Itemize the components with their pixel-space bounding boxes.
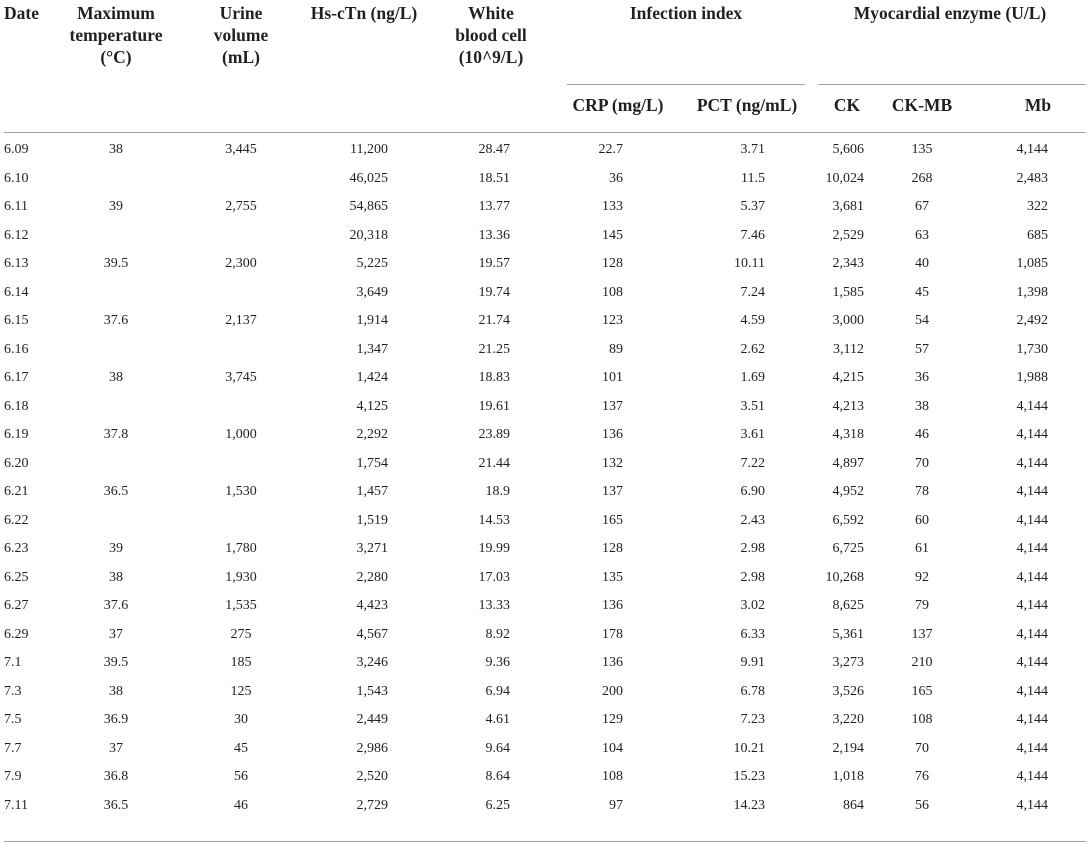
cell-mb: 4,144 <box>1016 569 1048 585</box>
cell-crp: 137 <box>602 484 623 499</box>
cell-white-blood-cell: 18.9 <box>485 484 510 499</box>
cell-date: 6.13 <box>4 256 29 271</box>
cell-max-temp: 37.6 <box>103 598 129 613</box>
cell-urine-volume: 2,300 <box>225 256 257 271</box>
cell-date: 6.22 <box>4 512 29 528</box>
cell-hs-ctn: 1,457 <box>356 484 388 499</box>
header-urine-volume <box>214 2 268 68</box>
cell-pct: 10.11 <box>734 256 765 271</box>
cell-mb: 4,144 <box>1016 626 1048 642</box>
cell-max-temp: 36.5 <box>103 484 129 499</box>
cell-ck-mb: 70 <box>915 455 929 471</box>
cell-ck-mb: 56 <box>915 797 929 813</box>
header-max-temp <box>70 2 163 68</box>
cell-ck-mb: 40 <box>915 256 929 271</box>
cell-crp: 128 <box>602 256 623 271</box>
cell-mb: 685 <box>1027 227 1048 243</box>
cell-pct: 11.5 <box>741 170 765 186</box>
cell-mb: 4,144 <box>1016 484 1048 499</box>
cell-crp: 108 <box>602 769 623 784</box>
cell-mb: 4,144 <box>1016 398 1048 414</box>
header-date: Date <box>4 3 39 23</box>
cell-urine-volume: 275 <box>230 626 252 642</box>
cell-date: 6.10 <box>4 170 29 186</box>
header-max-temp-line3: (°C) <box>100 47 132 67</box>
cell-ck: 1,018 <box>832 769 864 784</box>
cell-crp: 132 <box>602 455 623 471</box>
cell-pct: 6.78 <box>740 683 765 699</box>
infection-index-rule <box>567 84 805 85</box>
cell-ck-mb: 38 <box>915 398 929 414</box>
cell-hs-ctn: 3,246 <box>356 655 388 670</box>
cell-urine-volume: 45 <box>234 740 248 756</box>
header-pct: PCT (ng/mL) <box>696 95 798 115</box>
cell-crp: 136 <box>602 427 623 442</box>
cell-ck: 2,343 <box>832 256 864 271</box>
cell-hs-ctn: 11,200 <box>350 142 388 157</box>
cell-max-temp: 37.6 <box>103 313 129 328</box>
cell-ck-mb: 268 <box>911 170 933 186</box>
cell-max-temp: 36.5 <box>103 797 129 813</box>
cell-hs-ctn: 2,520 <box>356 769 388 784</box>
cell-crp: 129 <box>602 712 623 727</box>
cell-hs-ctn: 5,225 <box>356 256 388 271</box>
header-white-blood-cell <box>455 2 526 68</box>
myocardial-enzyme-rule <box>818 84 1086 85</box>
header-wbc-line2: blood cell <box>455 25 527 45</box>
cell-max-temp: 38 <box>109 569 123 585</box>
cell-hs-ctn: 1,519 <box>356 512 388 528</box>
cell-crp: 123 <box>602 313 623 328</box>
header-urine-line1: Urine <box>219 3 263 23</box>
cell-mb: 4,144 <box>1016 541 1048 556</box>
cell-date: 7.5 <box>4 712 22 727</box>
cell-crp: 104 <box>602 740 623 756</box>
cell-white-blood-cell: 8.64 <box>485 769 510 784</box>
cell-date: 6.29 <box>4 626 29 642</box>
cell-urine-volume: 46 <box>234 797 248 813</box>
cell-crp: 128 <box>602 541 623 556</box>
cell-pct: 4.59 <box>740 313 765 328</box>
cell-white-blood-cell: 21.44 <box>478 455 510 471</box>
cell-ck: 2,529 <box>832 227 864 243</box>
cell-date: 7.9 <box>4 769 22 784</box>
cell-white-blood-cell: 8.92 <box>485 626 510 642</box>
cell-mb: 4,144 <box>1016 712 1048 727</box>
cell-max-temp: 39 <box>109 541 123 556</box>
cell-date: 6.20 <box>4 455 29 471</box>
cell-pct: 2.98 <box>740 569 765 585</box>
cell-mb: 4,144 <box>1016 740 1048 756</box>
cell-crp: 136 <box>602 655 623 670</box>
cell-ck: 3,681 <box>832 199 864 214</box>
header-urine-line3: (mL) <box>222 47 260 67</box>
cell-hs-ctn: 1,543 <box>356 683 388 699</box>
cell-white-blood-cell: 18.83 <box>478 370 510 385</box>
cell-pct: 3.71 <box>740 142 765 157</box>
cell-date: 6.14 <box>4 284 29 300</box>
cell-mb: 2,492 <box>1016 313 1048 328</box>
cell-white-blood-cell: 21.74 <box>478 313 510 328</box>
cell-ck: 6,592 <box>832 512 864 528</box>
header-urine-line2: volume <box>213 25 269 45</box>
cell-crp: 133 <box>602 199 623 214</box>
cell-max-temp: 39.5 <box>103 256 129 271</box>
cell-white-blood-cell: 4.61 <box>485 712 510 727</box>
cell-crp: 135 <box>602 569 623 585</box>
header-myocardial-enzyme: Myocardial enzyme (U/L) <box>853 3 1047 23</box>
cell-date: 6.12 <box>4 227 29 243</box>
cell-date: 6.09 <box>4 142 29 157</box>
cell-pct: 2.62 <box>740 341 765 357</box>
cell-max-temp: 39 <box>109 199 123 214</box>
cell-ck-mb: 54 <box>915 313 929 328</box>
header-mb: Mb <box>1024 95 1052 115</box>
cell-pct: 9.91 <box>740 655 765 670</box>
cell-crp: 178 <box>602 626 623 642</box>
cell-pct: 10.21 <box>733 740 765 756</box>
cell-crp: 165 <box>602 512 623 528</box>
cell-ck: 4,897 <box>832 455 864 471</box>
cell-mb: 4,144 <box>1016 512 1048 528</box>
cell-mb: 2,483 <box>1016 170 1048 186</box>
cell-white-blood-cell: 21.25 <box>478 341 510 357</box>
cell-ck-mb: 46 <box>915 427 929 442</box>
cell-pct: 15.23 <box>733 769 765 784</box>
cell-white-blood-cell: 19.61 <box>478 398 510 414</box>
cell-pct: 2.98 <box>740 541 765 556</box>
cell-hs-ctn: 2,280 <box>356 569 388 585</box>
cell-hs-ctn: 46,025 <box>349 170 388 186</box>
cell-mb: 1,730 <box>1016 341 1048 357</box>
cell-urine-volume: 125 <box>230 683 252 699</box>
cell-mb: 1,085 <box>1016 256 1048 271</box>
cell-urine-volume: 1,780 <box>225 541 257 556</box>
cell-hs-ctn: 4,125 <box>356 398 388 414</box>
cell-date: 7.11 <box>4 797 28 813</box>
header-ck-mb: CK-MB <box>891 95 953 115</box>
header-max-temp-line2: temperature <box>69 25 163 45</box>
cell-white-blood-cell: 9.64 <box>485 740 510 756</box>
cell-ck-mb: 57 <box>915 341 929 357</box>
cell-crp: 137 <box>602 398 623 414</box>
cell-date: 6.25 <box>4 569 29 585</box>
cell-white-blood-cell: 17.03 <box>478 569 510 585</box>
cell-date: 6.15 <box>4 313 29 328</box>
cell-urine-volume: 185 <box>230 655 252 670</box>
cell-date: 7.7 <box>4 740 22 756</box>
cell-pct: 3.51 <box>740 398 765 414</box>
cell-white-blood-cell: 14.53 <box>478 512 510 528</box>
cell-date: 6.19 <box>4 427 29 442</box>
cell-max-temp: 37 <box>109 740 123 756</box>
cell-urine-volume: 1,535 <box>225 598 257 613</box>
cell-white-blood-cell: 18.51 <box>478 170 510 186</box>
cell-urine-volume: 1,000 <box>225 427 257 442</box>
header-wbc-line1: White <box>468 3 514 23</box>
cell-pct: 14.23 <box>733 797 765 813</box>
cell-ck: 8,625 <box>832 598 864 613</box>
cell-ck: 6,725 <box>832 541 864 556</box>
cell-ck: 4,318 <box>832 427 864 442</box>
cell-mb: 322 <box>1027 199 1048 214</box>
cell-max-temp: 39.5 <box>103 655 129 670</box>
header-wbc-line3: (10^9/L) <box>458 47 524 67</box>
cell-urine-volume: 1,530 <box>225 484 257 499</box>
cell-mb: 1,398 <box>1016 284 1048 300</box>
cell-pct: 7.24 <box>740 284 765 300</box>
cell-white-blood-cell: 13.36 <box>478 227 510 243</box>
cell-pct: 6.90 <box>740 484 765 499</box>
cell-hs-ctn: 1,347 <box>356 341 388 357</box>
cell-pct: 7.23 <box>740 712 765 727</box>
cell-pct: 1.69 <box>740 370 765 385</box>
header-max-temp-line1: Maximum <box>77 3 155 23</box>
cell-hs-ctn: 1,914 <box>356 313 388 328</box>
cell-hs-ctn: 4,567 <box>356 626 388 642</box>
header-ck: CK <box>833 95 861 115</box>
cell-mb: 4,144 <box>1016 797 1048 813</box>
cell-crp: 108 <box>602 284 623 300</box>
cell-ck-mb: 92 <box>915 569 929 585</box>
cell-pct: 7.46 <box>740 227 765 243</box>
cell-mb: 4,144 <box>1016 598 1048 613</box>
header-infection-index: Infection index <box>629 3 743 23</box>
cell-date: 6.18 <box>4 398 29 414</box>
cell-white-blood-cell: 19.74 <box>478 284 510 300</box>
cell-pct: 3.61 <box>740 427 765 442</box>
cell-urine-volume: 30 <box>234 712 248 727</box>
cell-ck: 3,112 <box>833 341 864 357</box>
header-crp: CRP (mg/L) <box>572 95 664 115</box>
cell-white-blood-cell: 19.99 <box>478 541 510 556</box>
cell-crp: 22.7 <box>598 142 623 157</box>
cell-ck-mb: 61 <box>915 541 929 556</box>
cell-urine-volume: 2,137 <box>225 313 257 328</box>
cell-ck: 2,194 <box>832 740 864 756</box>
cell-hs-ctn: 20,318 <box>349 227 388 243</box>
cell-date: 6.27 <box>4 598 29 613</box>
cell-white-blood-cell: 6.94 <box>485 683 510 699</box>
cell-mb: 4,144 <box>1016 769 1048 784</box>
cell-urine-volume: 3,445 <box>225 142 257 157</box>
cell-white-blood-cell: 19.57 <box>478 256 510 271</box>
cell-ck: 5,606 <box>832 142 864 157</box>
cell-ck-mb: 79 <box>915 598 929 613</box>
cell-white-blood-cell: 6.25 <box>485 797 510 813</box>
cell-ck: 3,220 <box>832 712 864 727</box>
cell-date: 6.21 <box>4 484 29 499</box>
cell-crp: 101 <box>602 370 623 385</box>
cell-date: 6.23 <box>4 541 29 556</box>
cell-white-blood-cell: 9.36 <box>485 655 510 670</box>
cell-pct: 7.22 <box>740 455 765 471</box>
cell-ck-mb: 36 <box>915 370 929 385</box>
cell-date: 6.11 <box>4 199 28 214</box>
cell-date: 7.3 <box>4 683 22 699</box>
cell-ck: 1,585 <box>832 284 864 300</box>
cell-hs-ctn: 1,754 <box>356 455 388 471</box>
cell-crp: 136 <box>602 598 623 613</box>
cell-mb: 1,988 <box>1016 370 1048 385</box>
cell-crp: 36 <box>609 170 623 186</box>
cell-pct: 6.33 <box>740 626 765 642</box>
cell-urine-volume: 2,755 <box>225 199 257 214</box>
cell-hs-ctn: 3,649 <box>356 284 388 300</box>
cell-date: 6.16 <box>4 341 29 357</box>
cell-urine-volume: 3,745 <box>225 370 257 385</box>
cell-ck: 10,268 <box>825 569 864 585</box>
cell-white-blood-cell: 28.47 <box>478 142 510 157</box>
cell-max-temp: 37.8 <box>103 427 129 442</box>
cell-ck-mb: 165 <box>911 683 933 699</box>
cell-hs-ctn: 54,865 <box>349 199 388 214</box>
cell-mb: 4,144 <box>1016 427 1048 442</box>
cell-ck-mb: 67 <box>915 199 929 214</box>
cell-hs-ctn: 2,986 <box>356 740 388 756</box>
cell-hs-ctn: 2,449 <box>356 712 388 727</box>
cell-ck: 3,273 <box>832 655 864 670</box>
cell-ck-mb: 63 <box>915 227 929 243</box>
cell-hs-ctn: 2,292 <box>356 427 388 442</box>
cell-mb: 4,144 <box>1016 683 1048 699</box>
cell-date: 6.17 <box>4 370 29 385</box>
cell-urine-volume: 1,930 <box>225 569 257 585</box>
cell-ck-mb: 210 <box>911 655 933 670</box>
cell-ck: 10,024 <box>825 170 864 186</box>
cell-urine-volume: 56 <box>234 769 248 784</box>
cell-mb: 4,144 <box>1016 455 1048 471</box>
cell-max-temp: 37 <box>109 626 123 642</box>
table-bottom-rule <box>4 841 1086 842</box>
cell-crp: 200 <box>602 683 623 699</box>
cell-white-blood-cell: 13.77 <box>478 199 510 214</box>
header-hs-ctn: Hs-cTn (ng/L) <box>310 3 418 23</box>
cell-white-blood-cell: 13.33 <box>478 598 510 613</box>
cell-ck: 4,952 <box>832 484 864 499</box>
cell-pct: 3.02 <box>740 598 765 613</box>
cell-ck-mb: 45 <box>915 284 929 300</box>
cell-white-blood-cell: 23.89 <box>478 427 510 442</box>
cell-max-temp: 36.8 <box>103 769 129 784</box>
cell-ck-mb: 70 <box>915 740 929 756</box>
cell-ck-mb: 78 <box>915 484 929 499</box>
cell-crp: 97 <box>609 797 623 813</box>
cell-hs-ctn: 2,729 <box>356 797 388 813</box>
cell-max-temp: 36.9 <box>103 712 129 727</box>
cell-ck: 864 <box>843 797 864 813</box>
cell-crp: 89 <box>609 341 623 357</box>
cell-ck-mb: 135 <box>911 142 933 157</box>
cell-max-temp: 38 <box>109 142 123 157</box>
cell-hs-ctn: 4,423 <box>356 598 388 613</box>
cell-ck: 3,526 <box>832 683 864 699</box>
header-bottom-rule <box>4 132 1086 133</box>
cell-crp: 145 <box>602 227 623 243</box>
cell-ck-mb: 137 <box>911 626 933 642</box>
cell-max-temp: 38 <box>109 370 123 385</box>
cell-hs-ctn: 3,271 <box>356 541 388 556</box>
cell-mb: 4,144 <box>1016 142 1048 157</box>
cell-hs-ctn: 1,424 <box>356 370 388 385</box>
cell-ck: 3,000 <box>832 313 864 328</box>
cell-ck: 5,361 <box>832 626 864 642</box>
cell-ck: 4,213 <box>832 398 864 414</box>
cell-mb: 4,144 <box>1016 655 1048 670</box>
cell-date: 7.1 <box>4 655 22 670</box>
cell-pct: 2.43 <box>740 512 765 528</box>
cell-pct: 5.37 <box>740 199 765 214</box>
cell-ck-mb: 60 <box>915 512 929 528</box>
cell-ck-mb: 76 <box>915 769 929 784</box>
cell-ck: 4,215 <box>832 370 864 385</box>
cell-ck-mb: 108 <box>911 712 933 727</box>
cell-max-temp: 38 <box>109 683 123 699</box>
